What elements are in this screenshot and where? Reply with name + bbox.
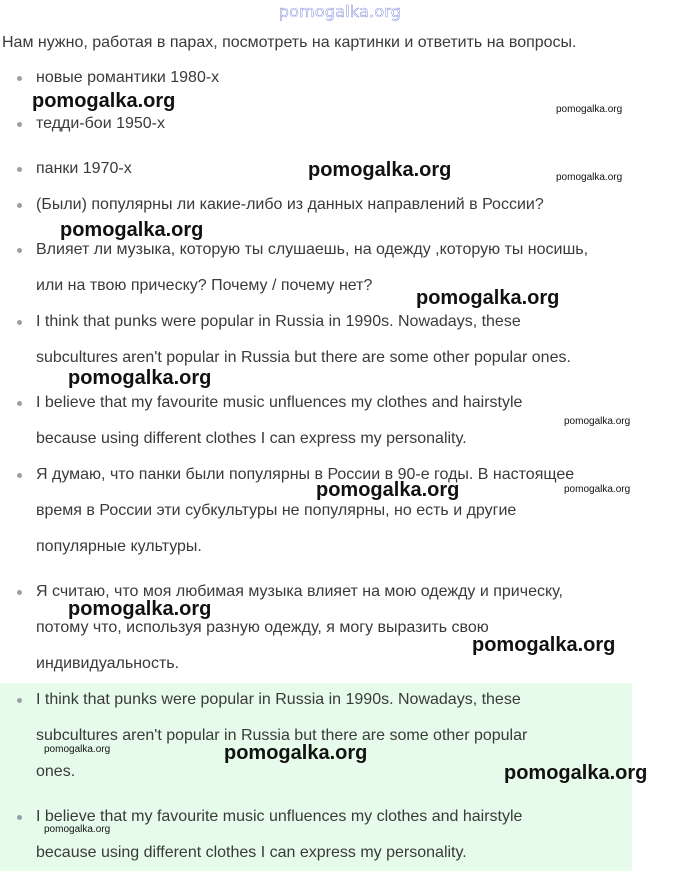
list-item: новые романтики 1980-х — [36, 60, 219, 96]
list-item: панки 1970-х — [36, 151, 132, 187]
watermark: pomogalka.org — [416, 287, 560, 309]
watermark: pomogalka.org — [308, 159, 452, 181]
list-item: (Были) популярны ли какие-либо из данных направлений в России? — [36, 187, 544, 223]
list-item: Я думаю, что панки были популярны в России в 90-е годы. В настоящее время в России эти субкультуры не популярны, но есть и другие популярные культуры. — [36, 457, 574, 565]
watermark: pomogalka.org — [44, 744, 111, 755]
list-item: Влияет ли музыка, которую ты слушаешь, на одежду ,которую ты носишь, или на твою прическу? Почему / почему нет? — [36, 232, 588, 304]
list-item: I think that punks were popular in Russia in 1990s. Nowadays, these subcultures aren't popular in Russia but there are some other popular ones. — [36, 304, 571, 376]
intro-text: Нам нужно, работая в парах, посмотреть на картинки и ответить на вопросы. — [2, 34, 577, 51]
watermark: pomogalka.org — [564, 484, 631, 495]
watermark: pomogalka.org — [504, 762, 648, 784]
list-item: I believe that my favourite music unfluences my clothes and hairstyle because using different clothes I can express my personality. — [36, 799, 522, 871]
site-logo[interactable]: pomogalka.org — [278, 2, 402, 21]
list-item: I think that punks were popular in Russia in 1990s. Nowadays, these subcultures aren't popular in Russia but there are some other popular ones. — [36, 682, 527, 790]
watermark: pomogalka.org — [32, 90, 176, 112]
watermark: pomogalka.org — [472, 634, 616, 656]
list-item: Я считаю, что моя любимая музыка влияет на мою одежду и прическу, потому что, используя разную одежду, я могу выразить свою индивидуальность. — [36, 574, 563, 682]
watermark: pomogalka.org — [556, 172, 623, 183]
watermark: pomogalka.org — [44, 824, 111, 835]
watermark: pomogalka.org — [68, 367, 212, 389]
watermark: pomogalka.org — [68, 598, 212, 620]
watermark: pomogalka.org — [564, 416, 631, 427]
watermark: pomogalka.org — [224, 742, 368, 764]
watermark: pomogalka.org — [316, 479, 460, 501]
list-item: I believe that my favourite music unfluences my clothes and hairstyle because using different clothes I can express my personality. — [36, 385, 522, 457]
list-item: тедди-бои 1950-х — [36, 106, 165, 142]
watermark: pomogalka.org — [60, 219, 204, 241]
watermark: pomogalka.org — [556, 104, 623, 115]
